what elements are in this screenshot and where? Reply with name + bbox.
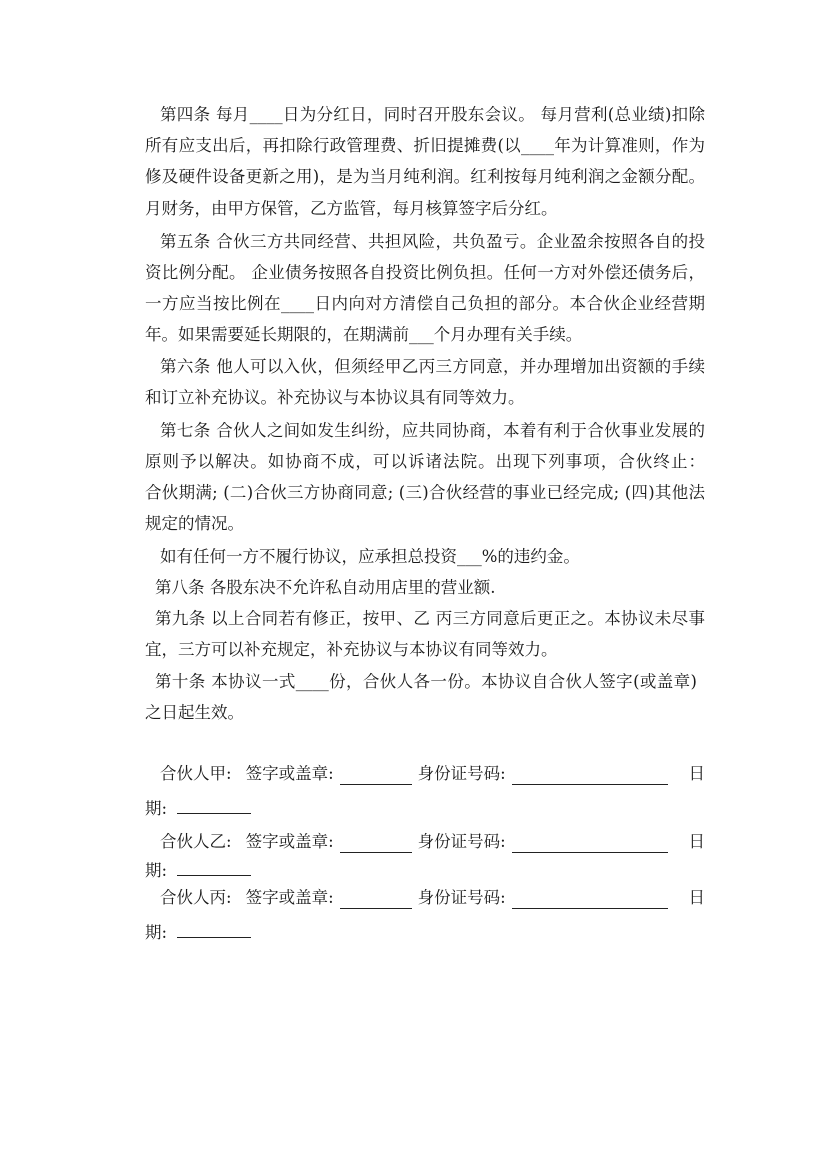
- date-label-part: 日: [688, 764, 705, 783]
- sign-label: 签字或盖章:: [245, 832, 334, 851]
- signature-row-b: [160, 831, 705, 853]
- clause-5-line: 年。如果需要延长期限的，在期满前___个月办理有关手续。: [145, 325, 583, 344]
- clause-10-line: 之日起生效。: [145, 703, 244, 722]
- sign-field[interactable]: [340, 890, 412, 909]
- date-label-part: 日: [688, 888, 705, 907]
- party-label: 合伙人甲:: [160, 764, 232, 783]
- clause-4-line: 第四条 每月____日为分红日，同时召开股东会议。 每月营利(总业绩)扣除: [160, 105, 705, 124]
- clause-7-line: 规定的情况。: [145, 514, 244, 533]
- date-label: 期:: [145, 799, 168, 818]
- date-row-a: [145, 795, 257, 820]
- id-field[interactable]: [512, 766, 668, 785]
- clause-9-line: 第九条 以上合同若有修正，按甲、乙 丙三方同意后更正之。本协议未尽事: [155, 609, 705, 628]
- clause-9-line: 宜，三方可以补充规定，补充协议与本协议有同等效力。: [145, 640, 558, 659]
- clause-7-line: 原则予以解决。如协商不成，可以诉诸法院。出现下列事项，合伙终止：: [145, 452, 705, 471]
- clause-5-line: 一方应当按比例在____日内向对方清偿自己负担的部分。本合伙企业经营期: [145, 294, 705, 313]
- date-label: 期:: [145, 861, 168, 880]
- clause-7-line: 合伙期满; (二)合伙三方协商同意; (三)合伙经营的事业已经完成; (四)其他法: [145, 483, 705, 502]
- clause-5-line: 资比例分配。 企业债务按照各自投资比例负担。任何一方对外偿还债务后，: [145, 263, 705, 282]
- clause-4-line: 月财务，由甲方保管，乙方监管，每月核算签字后分红。: [145, 199, 558, 218]
- id-field[interactable]: [512, 834, 668, 853]
- penalty-line: 如有任何一方不履行协议，应承担总投资___%的违约金。: [160, 547, 580, 566]
- party-label: 合伙人乙:: [160, 832, 232, 851]
- date-field[interactable]: [177, 795, 251, 814]
- clause-5-line: 第五条 合伙三方共同经营、共担风险，共负盈亏。企业盈余按照各自的投: [160, 232, 705, 251]
- id-label: 身份证号码:: [417, 888, 506, 907]
- date-field[interactable]: [177, 857, 251, 876]
- sign-label: 签字或盖章:: [245, 764, 334, 783]
- id-label: 身份证号码:: [417, 832, 506, 851]
- clause-6-line: 和订立补充协议。补充协议与本协议具有同等效力。: [145, 388, 525, 407]
- clause-10-line: 第十条 本协议一式____份，合伙人各一份。本协议自合伙人签字(或盖章): [155, 672, 697, 691]
- date-row-c: [145, 919, 257, 944]
- signature-row-c: [160, 887, 705, 909]
- date-field[interactable]: [177, 919, 251, 938]
- clause-6-line: 第六条 他人可以入伙，但须经甲乙丙三方同意，并办理增加出资额的手续: [160, 357, 705, 376]
- sign-field[interactable]: [340, 766, 412, 785]
- date-row-b: [145, 857, 257, 882]
- party-label: 合伙人丙:: [160, 888, 232, 907]
- clause-8-line: 第八条 各股东决不允许私自动用店里的营业额.: [155, 578, 496, 597]
- signature-row-a: [160, 763, 705, 785]
- clause-4-line: 修及硬件设备更新之用)，是为当月纯利润。红利按每月纯利润之金额分配。: [145, 167, 705, 186]
- date-label: 期:: [145, 923, 168, 942]
- id-label: 身份证号码:: [417, 764, 506, 783]
- id-field[interactable]: [512, 890, 668, 909]
- sign-field[interactable]: [340, 834, 412, 853]
- clause-7-line: 第七条 合伙人之间如发生纠纷，应共同协商，本着有利于合伙事业发展的: [160, 421, 705, 440]
- sign-label: 签字或盖章:: [245, 888, 334, 907]
- clause-4-line: 所有应支出后，再扣除行政管理费、折旧提摊费(以____年为计算准则，作为: [145, 136, 705, 155]
- date-label-part: 日: [688, 832, 705, 851]
